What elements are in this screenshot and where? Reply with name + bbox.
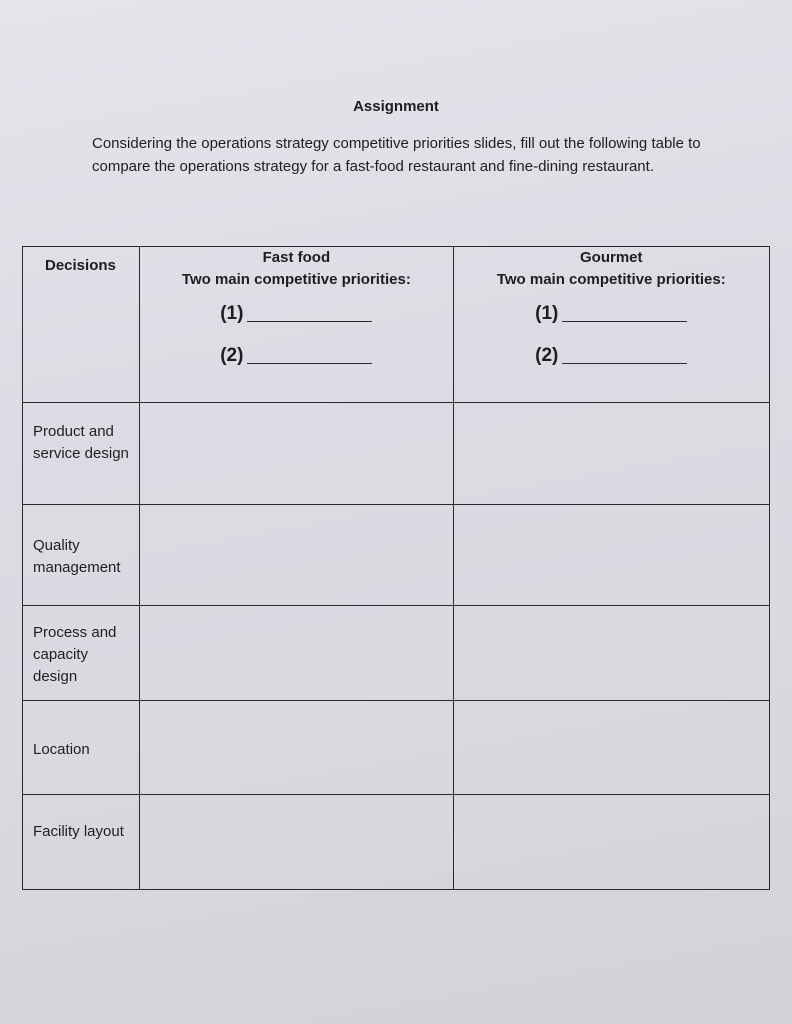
gourmet-header-cell bbox=[453, 247, 769, 403]
comparison-table bbox=[22, 246, 770, 890]
row-label-product-service-design: Product and service design bbox=[33, 423, 129, 462]
assignment-title: Assignment bbox=[353, 98, 439, 115]
row-label-cell bbox=[23, 403, 140, 505]
fast-food-layout-answer[interactable] bbox=[140, 795, 453, 890]
gourmet-layout-answer[interactable] bbox=[453, 795, 769, 890]
assignment-instructions: Considering the operations strategy competitive priorities slides, fill out the following table to compare the operations strategy for a fast-food restaurant and fine-dining restaurant. bbox=[92, 135, 701, 175]
row-label-cell bbox=[23, 606, 140, 701]
fast-food-priority-2[interactable] bbox=[140, 343, 452, 367]
gourmet-priorities-prompt: Two main competitive priorities: bbox=[496, 271, 726, 288]
fast-food-priority-2-number: (2) bbox=[220, 345, 244, 366]
gourmet-process-answer[interactable] bbox=[453, 606, 769, 701]
fast-food-priority-1[interactable] bbox=[140, 301, 452, 325]
gourmet-priority-1-number: (1) bbox=[535, 303, 559, 324]
table-row bbox=[23, 505, 770, 606]
fast-food-product-design-answer[interactable] bbox=[140, 403, 453, 505]
fast-food-priority-1-blank[interactable] bbox=[247, 321, 372, 322]
gourmet-priority-2[interactable] bbox=[454, 343, 769, 367]
gourmet-priority-1[interactable] bbox=[454, 301, 769, 325]
gourmet-priority-2-blank[interactable] bbox=[562, 363, 687, 364]
gourmet-product-design-answer[interactable] bbox=[453, 403, 769, 505]
fast-food-quality-answer[interactable] bbox=[140, 505, 453, 606]
table-row bbox=[23, 403, 770, 505]
decisions-header: Decisions bbox=[45, 257, 116, 274]
row-label-facility-layout: Facility layout bbox=[33, 823, 124, 840]
gourmet-priority-1-blank[interactable] bbox=[562, 321, 687, 322]
row-label-quality-management: Quality management bbox=[33, 537, 121, 576]
fast-food-priority-2-blank[interactable] bbox=[247, 363, 372, 364]
fast-food-header: Fast food bbox=[262, 249, 331, 266]
table-row bbox=[23, 606, 770, 701]
gourmet-quality-answer[interactable] bbox=[453, 505, 769, 606]
row-label-process-capacity-design: Process and capacity design bbox=[33, 624, 117, 685]
fast-food-header-cell bbox=[140, 247, 453, 403]
fast-food-priorities-prompt: Two main competitive priorities: bbox=[181, 271, 411, 288]
fast-food-priority-1-number: (1) bbox=[220, 303, 244, 324]
decisions-header-cell bbox=[23, 247, 140, 403]
fast-food-location-answer[interactable] bbox=[140, 701, 453, 795]
row-label-cell bbox=[23, 505, 140, 606]
table-header-row bbox=[23, 247, 770, 403]
row-label-location: Location bbox=[33, 741, 90, 758]
gourmet-header: Gourmet bbox=[580, 249, 643, 266]
row-label-cell bbox=[23, 795, 140, 890]
gourmet-priority-2-number: (2) bbox=[535, 345, 559, 366]
table-row bbox=[23, 795, 770, 890]
gourmet-location-answer[interactable] bbox=[453, 701, 769, 795]
table-row bbox=[23, 701, 770, 795]
row-label-cell bbox=[23, 701, 140, 795]
fast-food-process-answer[interactable] bbox=[140, 606, 453, 701]
